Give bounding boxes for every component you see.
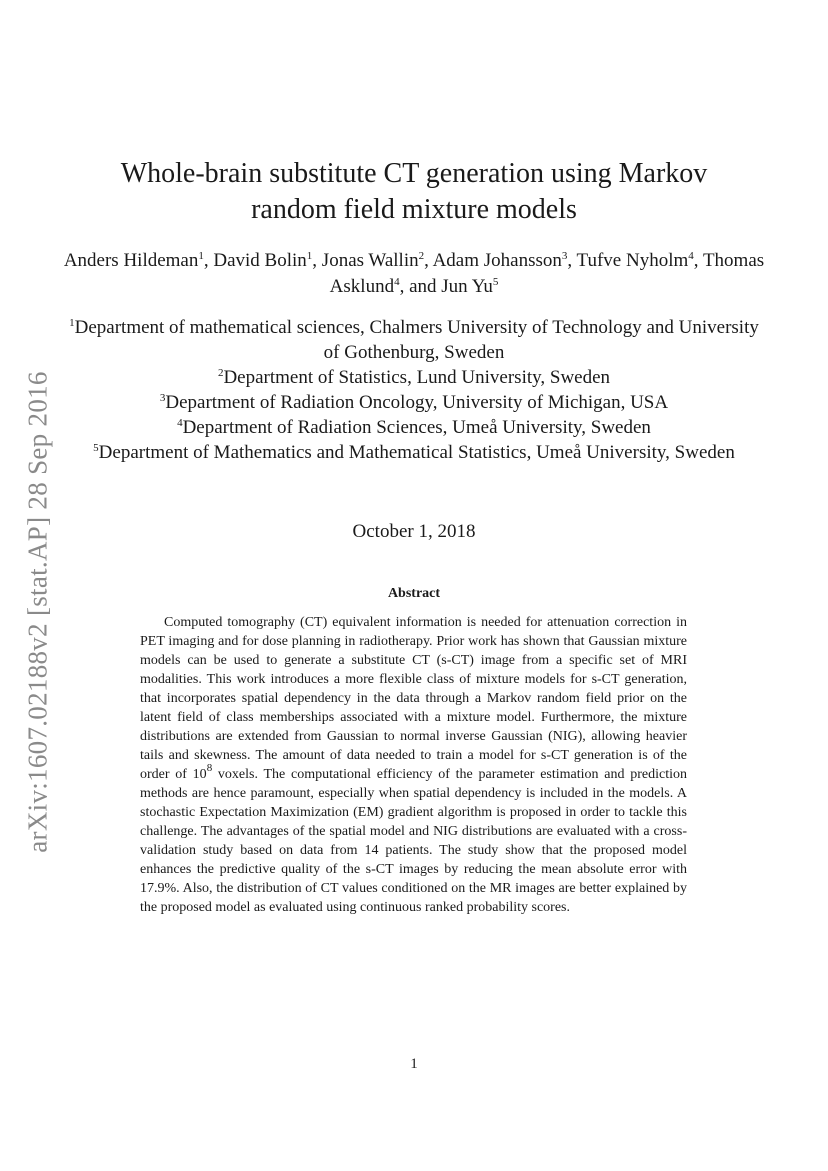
author-affiliation-mark: 1: [198, 250, 204, 262]
author: Jun Yu: [441, 276, 493, 297]
paper-title: [60, 156, 768, 228]
abstract-heading: Abstract: [387, 586, 441, 601]
author-separator: , and: [399, 276, 442, 297]
affiliation-list: [60, 315, 768, 465]
affiliation-mark: 3: [159, 392, 166, 404]
author-affiliation-mark: 5: [492, 276, 499, 288]
affiliation: [60, 315, 768, 365]
affiliation-mark: 2: [217, 367, 224, 379]
page-number: 1: [410, 1056, 418, 1072]
author-list: [60, 248, 768, 300]
affiliation-mark: 5: [93, 442, 99, 454]
author: Thomas Asklund: [329, 250, 765, 297]
author-separator: ,: [424, 250, 433, 271]
author-affiliation-mark: 4: [394, 276, 400, 288]
author-separator: ,: [203, 250, 214, 271]
author-affiliation-mark: 1: [306, 250, 313, 262]
author: Adam Johansson: [432, 250, 562, 271]
author: Tufve Nyholm: [576, 250, 689, 271]
affiliation-text: Department of Mathematics and Mathematical Statistics, Umeå University, Sweden: [98, 442, 735, 463]
author-affiliation-mark: 4: [688, 250, 694, 262]
author-separator: ,: [312, 250, 322, 271]
title-line-1: Whole-brain substitute CT generation using Markov: [120, 158, 708, 189]
title-line-2: random field mixture models: [251, 194, 577, 225]
abstract-text: [140, 613, 687, 917]
author-separator: ,: [693, 250, 703, 271]
abstract-exponent: 8: [206, 762, 213, 774]
affiliation-text: Department of Radiation Sciences, Umeå University, Sweden: [182, 417, 651, 438]
abstract-part-1: Computed tomography (CT) equivalent information is needed for attenuation correction in PET imaging and for dose planning in radiotherapy. Prior work has shown that Gaussian mixture models can be used to generate a substitute CT (s-CT) image from a specific set of MRI modalities. This work introduces a more flexible class of mixture models for s-CT generation, that incorporates spatial dependency in the data through a Markov random field prior on the latent field of class memberships associated with a mixture model. Furthermore, the mixture distributions are extended from Gaussian to normal inverse Gaussian (NIG), allowing heavier tails and skewness. The amount of data needed to train a model for s-CT generation is of the order of 10: [140, 615, 687, 782]
affiliation: [60, 390, 768, 415]
affiliation-mark: 4: [177, 417, 183, 429]
author-affiliation-mark: 3: [561, 250, 568, 262]
affiliation: [60, 415, 768, 440]
author: Jonas Wallin: [321, 250, 419, 271]
author-separator: ,: [567, 250, 577, 271]
publication-date: October 1, 2018: [352, 521, 476, 542]
affiliation: [60, 440, 768, 465]
affiliation-text: Department of Statistics, Lund University, Sweden: [223, 367, 611, 388]
affiliation-text: Department of mathematical sciences, Chalmers University of Technology and University of Gothenburg, Sweden: [74, 317, 759, 363]
author-affiliation-mark: 2: [418, 250, 425, 262]
arxiv-identifier: arXiv:1607.02188v2 [stat.AP] 28 Sep 2016: [22, 371, 53, 853]
author: Anders Hildeman: [63, 250, 199, 271]
abstract-part-2: voxels. The computational efficiency of the parameter estimation and prediction methods are hence paramount, especially when spatial dependency is included in the models. A stochastic Expectation Maximization (EM) gradient algorithm is proposed in order to tackle this challenge. The advantages of the spatial model and NIG distributions are evaluated with a cross-validation study based on data from 14 patients. The study show that the proposed model enhances the predictive quality of the s-CT images by reducing the mean absolute error with 17.9%. Also, the distribution of CT values conditioned on the MR images are better explained by the proposed model as evaluated using continuous ranked probability scores.: [140, 767, 687, 915]
author: David Bolin: [213, 250, 307, 271]
affiliation-text: Department of Radiation Oncology, University of Michigan, USA: [165, 392, 669, 413]
affiliation: [60, 365, 768, 390]
affiliation-mark: 1: [69, 317, 75, 329]
